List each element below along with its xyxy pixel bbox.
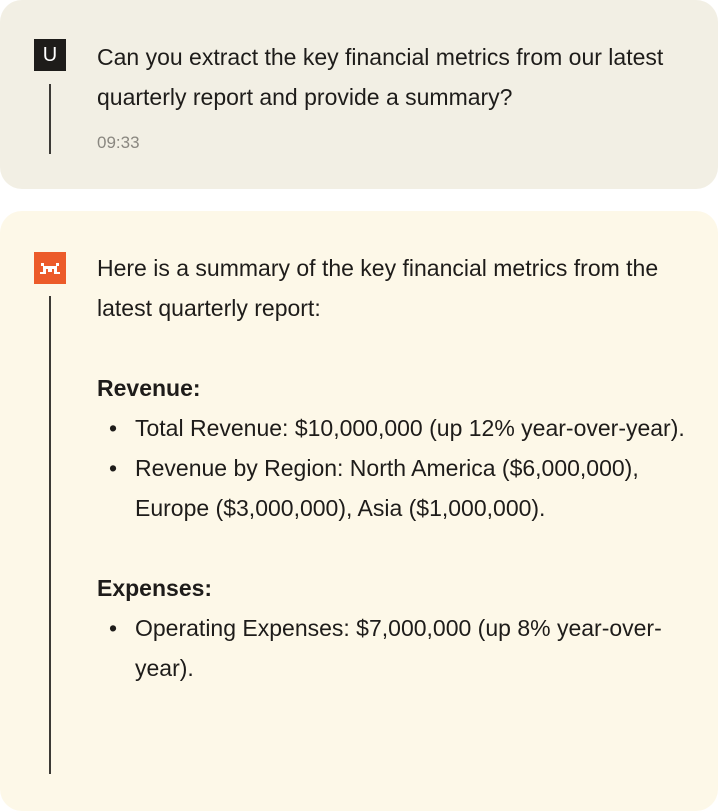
assistant-message-body bbox=[97, 248, 687, 688]
bullet-icon: • bbox=[109, 455, 118, 481]
user-message-card bbox=[0, 0, 718, 189]
assistant-avatar bbox=[34, 252, 66, 284]
expenses-list bbox=[97, 608, 687, 688]
list-item bbox=[97, 608, 687, 688]
assistant-message-rail bbox=[49, 296, 51, 774]
message-timestamp: 09:33 bbox=[97, 133, 140, 152]
bullet-icon: • bbox=[109, 615, 118, 641]
bullet-icon: • bbox=[109, 415, 118, 441]
list-item-text: Total Revenue: $10,000,000 (up 12% year-over-year). bbox=[135, 415, 685, 441]
list-item bbox=[97, 448, 687, 528]
section-heading-revenue: Revenue: bbox=[97, 375, 201, 401]
user-avatar-letter: U bbox=[42, 43, 58, 66]
user-message-text: Can you extract the key financial metrics from our latest quarterly report and provide a summary? bbox=[97, 44, 664, 110]
user-avatar bbox=[34, 39, 66, 71]
assistant-intro-text: Here is a summary of the key financial metrics from the latest quarterly report: bbox=[97, 255, 659, 321]
section-heading-expenses: Expenses: bbox=[97, 575, 213, 601]
assistant-message-card bbox=[0, 211, 718, 811]
list-item bbox=[97, 408, 687, 448]
user-message-rail bbox=[49, 84, 51, 154]
brand-logo-icon bbox=[39, 260, 61, 276]
list-item-text: Operating Expenses: $7,000,000 (up 8% year-over-year). bbox=[135, 615, 662, 681]
list-item-text: Revenue by Region: North America ($6,000,000), Europe ($3,000,000), Asia ($1,000,000). bbox=[135, 455, 639, 521]
revenue-list bbox=[97, 408, 687, 528]
